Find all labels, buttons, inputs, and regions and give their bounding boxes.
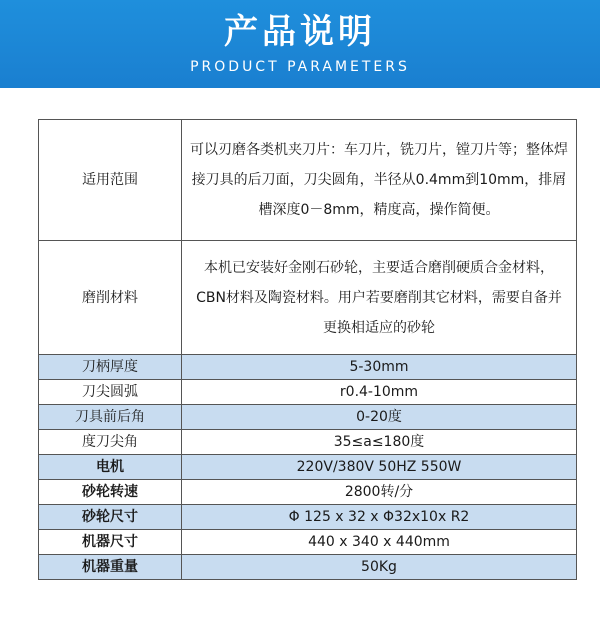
spec-row-tip-angle [39,430,577,455]
spec-label: 刀尖圆弧 [39,380,182,405]
spec-row-machine-weight [39,555,577,580]
spec-value: 35≤a≤180度 [182,430,577,455]
spec-label: 适用范围 [39,120,182,241]
spec-row-rake-angle [39,405,577,430]
spec-row-machine-size [39,530,577,555]
spec-label: 砂轮尺寸 [39,505,182,530]
spec-value: 本机已安装好金刚石砂轮，主要适合磨削硬质合金材料，CBN材料及陶瓷材料。用户若要磨削其它材料，需要自备并更换相适应的砂轮 [182,241,577,355]
spec-label: 机器重量 [39,555,182,580]
header-banner [0,0,600,88]
spec-row-tip-radius [39,380,577,405]
spec-value: 0-20度 [182,405,577,430]
page-subtitle: PRODUCT PARAMETERS [190,59,410,75]
spec-row-wheel-size [39,505,577,530]
spec-table [38,119,577,580]
spec-row-material [39,241,577,355]
page-title: 产品说明 [224,12,376,52]
spec-label: 刀柄厚度 [39,355,182,380]
spec-row-shank-thickness [39,355,577,380]
spec-row-usage [39,120,577,241]
spec-value: 可以刃磨各类机夹刀片：车刀片，铣刀片，镗刀片等；整体焊接刀具的后刀面，刀尖圆角，半径从0.4mm到10mm，排屑槽深度0－8mm，精度高，操作简便。 [182,120,577,241]
spec-row-motor [39,455,577,480]
spec-value: Φ 125 x 32 x Φ32x10x R2 [182,505,577,530]
spec-row-wheel-speed [39,480,577,505]
spec-value: 2800转/分 [182,480,577,505]
spec-label: 电机 [39,455,182,480]
spec-label: 磨削材料 [39,241,182,355]
spec-value: r0.4-10mm [182,380,577,405]
spec-label: 砂轮转速 [39,480,182,505]
spec-value: 220V/380V 50HZ 550W [182,455,577,480]
spec-value: 5-30mm [182,355,577,380]
spec-value: 440 x 340 x 440mm [182,530,577,555]
spec-label: 机器尺寸 [39,530,182,555]
spec-label: 度刀尖角 [39,430,182,455]
spec-label: 刀具前后角 [39,405,182,430]
spec-value: 50Kg [182,555,577,580]
